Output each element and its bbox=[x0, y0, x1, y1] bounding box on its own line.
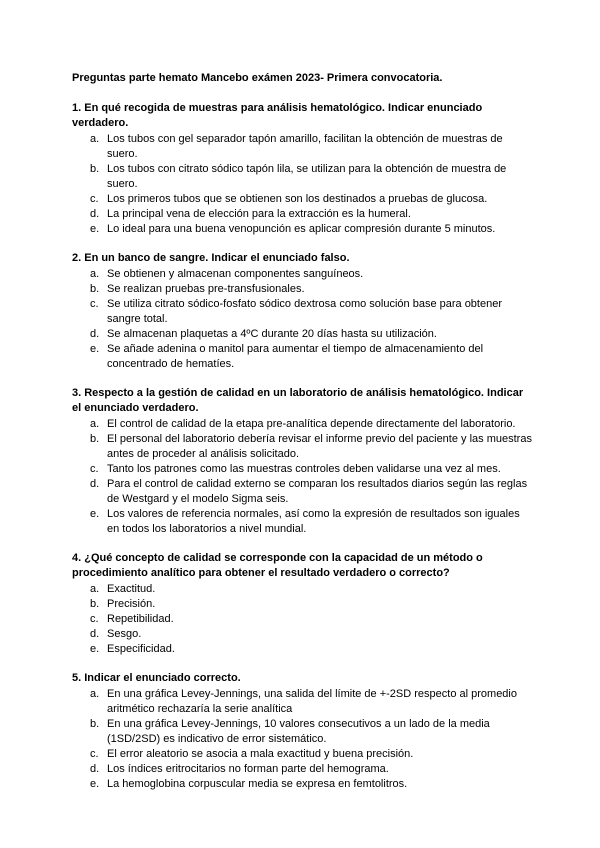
option-text: Lo ideal para una buena venopunción es aplicar compresión durante 5 minutos. bbox=[107, 223, 496, 235]
option-text: Tanto los patrones como las muestras controles deben validarse una vez al mes. bbox=[107, 463, 501, 475]
question-list bbox=[72, 101, 532, 792]
option-text: Repetibilidad. bbox=[107, 613, 174, 625]
option-text: Se realizan pruebas pre-transfusionales. bbox=[107, 283, 305, 295]
option-text: Se almacenan plaquetas a 4ºC durante 20 días hasta su utilización. bbox=[107, 328, 437, 340]
option-letter: e. bbox=[90, 508, 100, 520]
option-list bbox=[72, 132, 532, 237]
answer-option bbox=[72, 162, 532, 192]
option-letter: b. bbox=[90, 283, 100, 295]
question-block bbox=[72, 101, 532, 237]
answer-option bbox=[72, 612, 532, 627]
option-letter: c. bbox=[90, 298, 99, 310]
option-text: Los valores de referencia normales, así como la expresión de resultados son iguales en todos los laboratorios a nivel mundial. bbox=[107, 508, 520, 535]
option-list bbox=[72, 582, 532, 657]
option-letter: c. bbox=[90, 613, 99, 625]
question-text: 1. En qué recogida de muestras para análisis hematológico. Indicar enunciado verdadero. bbox=[72, 102, 483, 129]
answer-option bbox=[72, 432, 532, 462]
option-text: El personal del laboratorio debería revisar el informe previo del paciente y las muestras antes de proceder al análisis solicitado. bbox=[107, 433, 532, 460]
option-letter: d. bbox=[90, 628, 100, 640]
answer-option bbox=[72, 507, 532, 537]
question-block bbox=[72, 551, 532, 657]
question-text: 2. En un banco de sangre. Indicar el enunciado falso. bbox=[72, 252, 350, 264]
option-letter: b. bbox=[90, 598, 100, 610]
option-text: Los primeros tubos que se obtienen son los destinados a pruebas de glucosa. bbox=[107, 193, 488, 205]
answer-option bbox=[72, 132, 532, 162]
answer-option bbox=[72, 282, 532, 297]
question-text: 5. Indicar el enunciado correcto. bbox=[72, 672, 241, 684]
answer-option bbox=[72, 342, 532, 372]
answer-option bbox=[72, 297, 532, 327]
answer-option bbox=[72, 462, 532, 477]
option-text: Se utiliza citrato sódico-fosfato sódico dextrosa como solución base para obtener sangre total. bbox=[107, 298, 502, 325]
option-letter: e. bbox=[90, 643, 100, 655]
option-letter: b. bbox=[90, 718, 100, 730]
document-title: Preguntas parte hemato Mancebo exámen 2023- Primera convocatoria. bbox=[72, 72, 443, 84]
option-text: Se añade adenina o manitol para aumentar el tiempo de almacenamiento del concentrado de hematíes. bbox=[107, 343, 484, 370]
answer-option bbox=[72, 627, 532, 642]
option-letter: e. bbox=[90, 778, 100, 790]
option-letter: a. bbox=[90, 268, 100, 280]
option-text: En una gráfica Levey-Jennings, 10 valores consecutivos a un lado de la media (1SD/2SD) es indicativo de error sistemático. bbox=[107, 718, 490, 745]
option-text: Especificidad. bbox=[107, 643, 175, 655]
option-letter: d. bbox=[90, 208, 100, 220]
answer-option bbox=[72, 327, 532, 342]
option-text: Los índices eritrocitarios no forman parte del hemograma. bbox=[107, 763, 389, 775]
option-text: Los tubos con gel separador tapón amarillo, facilitan la obtención de muestras de suero. bbox=[107, 133, 503, 160]
option-text: La hemoglobina corpuscular media se expresa en femtolitros. bbox=[107, 778, 408, 790]
option-letter: e. bbox=[90, 343, 100, 355]
option-list bbox=[72, 687, 532, 792]
question-text: 3. Respecto a la gestión de calidad en un laboratorio de análisis hematológico. Indicar el enunciado verdadero. bbox=[72, 387, 524, 414]
answer-option bbox=[72, 747, 532, 762]
option-letter: c. bbox=[90, 463, 99, 475]
option-list bbox=[72, 417, 532, 537]
answer-option bbox=[72, 477, 532, 507]
option-text: El error aleatorio se asocia a mala exactitud y buena precisión. bbox=[107, 748, 414, 760]
answer-option bbox=[72, 207, 532, 222]
option-letter: b. bbox=[90, 433, 100, 445]
option-letter: d. bbox=[90, 763, 100, 775]
answer-option bbox=[72, 582, 532, 597]
option-text: Precisión. bbox=[107, 598, 156, 610]
option-letter: c. bbox=[90, 193, 99, 205]
option-letter: b. bbox=[90, 163, 100, 175]
question-block bbox=[72, 251, 532, 372]
answer-option bbox=[72, 597, 532, 612]
answer-option bbox=[72, 717, 532, 747]
question-block bbox=[72, 386, 532, 537]
answer-option bbox=[72, 642, 532, 657]
answer-option bbox=[72, 267, 532, 282]
option-text: El control de calidad de la etapa pre-analítica depende directamente del laboratorio. bbox=[107, 418, 516, 430]
option-letter: c. bbox=[90, 748, 99, 760]
question-block bbox=[72, 671, 532, 792]
option-text: Los tubos con citrato sódico tapón lila, se utilizan para la obtención de muestra de suero. bbox=[107, 163, 507, 190]
option-letter: e. bbox=[90, 223, 100, 235]
option-letter: a. bbox=[90, 133, 100, 145]
answer-option bbox=[72, 762, 532, 777]
option-text: Exactitud. bbox=[107, 583, 156, 595]
option-text: La principal vena de elección para la extracción es la humeral. bbox=[107, 208, 411, 220]
option-text: En una gráfica Levey-Jennings, una salida del límite de +-2SD respecto al promedio aritmético rechazaría la serie analítica bbox=[107, 688, 517, 715]
option-text: Se obtienen y almacenan componentes sanguíneos. bbox=[107, 268, 364, 280]
option-letter: d. bbox=[90, 478, 100, 490]
answer-option bbox=[72, 687, 532, 717]
option-letter: d. bbox=[90, 328, 100, 340]
option-letter: a. bbox=[90, 583, 100, 595]
option-text: Para el control de calidad externo se comparan los resultados diarios según las reglas de Westgard y el modelo Sigma seis. bbox=[107, 478, 528, 505]
option-letter: a. bbox=[90, 418, 100, 430]
option-list bbox=[72, 267, 532, 372]
answer-option bbox=[72, 222, 532, 237]
answer-option bbox=[72, 417, 532, 432]
answer-option bbox=[72, 777, 532, 792]
option-text: Sesgo. bbox=[107, 628, 142, 640]
answer-option bbox=[72, 192, 532, 207]
option-letter: a. bbox=[90, 688, 100, 700]
question-text: 4. ¿Qué concepto de calidad se corresponde con la capacidad de un método o procedimiento analítico para obtener el resultado verdadero o correcto? bbox=[72, 552, 483, 579]
